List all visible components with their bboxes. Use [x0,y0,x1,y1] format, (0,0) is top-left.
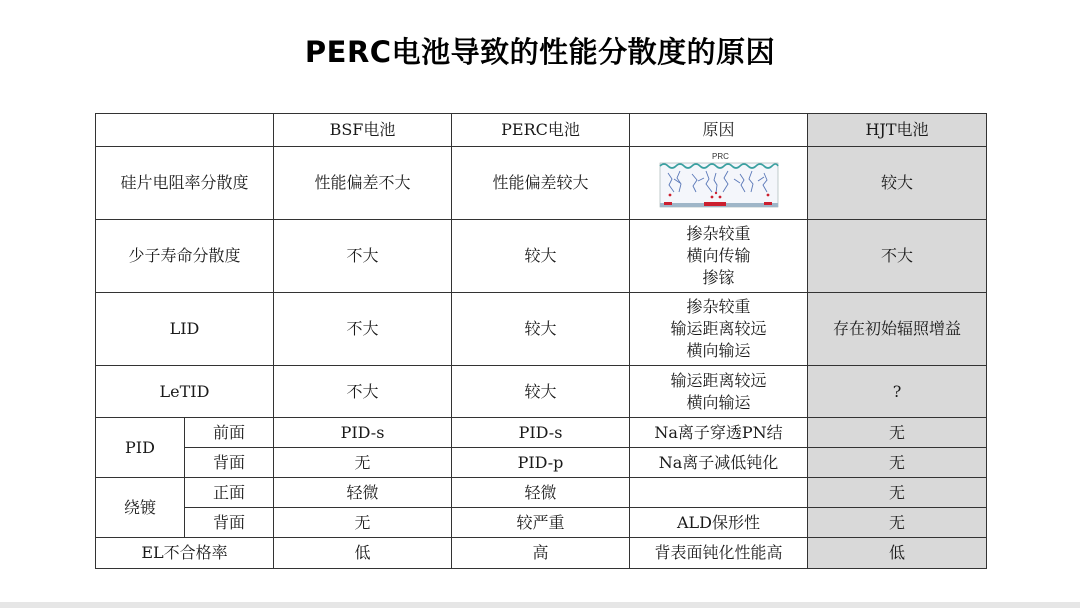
table-row [96,147,987,220]
reason-cell [630,147,808,220]
hjt-cell: 无 [808,418,987,448]
reason-cell: Na离子穿透PN结 [630,418,808,448]
reason-cell: ALD保形性 [630,508,808,538]
header-perc: PERC电池 [452,114,630,147]
hjt-cell: 无 [808,448,987,478]
row-label: EL不合格率 [96,538,274,569]
page-title: PERC电池导致的性能分散度的原因 [304,35,776,69]
hjt-cell: 无 [808,478,987,508]
hjt-cell: 无 [808,508,987,538]
bsf-cell: 性能偏差不大 [274,147,452,220]
bsf-cell: 低 [274,538,452,569]
hjt-cell: ? [808,366,987,418]
table-row [96,366,987,418]
reason-line: 掺镓 [702,268,735,287]
perc-cell: PID-p [452,448,630,478]
header-hjt: HJT电池 [808,114,987,147]
bsf-cell: 不大 [274,366,452,418]
reason-cell [630,220,808,293]
row-label: LeTID [96,366,274,418]
row-label: LID [96,293,274,366]
diagram-label: PRC [711,152,729,161]
bsf-cell: 不大 [274,220,452,293]
hjt-cell: 低 [808,538,987,569]
table-row [96,478,987,508]
slide-bottom-bar [0,602,1080,608]
table-row [96,293,987,366]
sub-label: 背面 [185,508,274,538]
bsf-cell: 轻微 [274,478,452,508]
reason-cell [630,366,808,418]
comparison-table [95,113,987,569]
table-row [96,220,987,293]
bsf-cell: PID-s [274,418,452,448]
hjt-cell: 较大 [808,147,987,220]
table-row [96,418,987,448]
reason-line: 输运距离较远 [670,370,767,390]
reason-cell [630,293,808,366]
group-label-wrap: 绕镀 [96,478,185,538]
reason-line: 掺杂较重 [686,297,751,316]
table-row [96,508,987,538]
sub-label: 背面 [185,448,274,478]
perc-cell: 较大 [452,366,630,418]
reason-line: 横向传输 [686,246,751,265]
bsf-cell: 不大 [274,293,452,366]
perc-cell: 性能偏差较大 [452,147,630,220]
bsf-cell: 无 [274,448,452,478]
hjt-cell: 存在初始辐照增益 [808,293,987,366]
reason-cell: Na离子减低钝化 [630,448,808,478]
row-label: 少子寿命分散度 [96,220,274,293]
perc-cell: 轻微 [452,478,630,508]
sub-label: 正面 [185,478,274,508]
header-bsf: BSF电池 [274,114,452,147]
perc-cell: 较大 [452,293,630,366]
reason-line: 输运距离较远 [670,319,767,338]
table-header-row [96,114,987,147]
header-cell-empty [96,114,274,147]
table-row [96,448,987,478]
perc-cell: 较大 [452,220,630,293]
reason-cell [630,478,808,508]
header-reason: 原因 [630,114,808,147]
perc-cell-diagram [654,149,784,217]
reason-line: 横向输运 [686,392,751,412]
table-row [96,538,987,569]
group-label-pid: PID [96,418,185,478]
reason-cell: 背表面钝化性能高 [630,538,808,569]
sub-label: 前面 [185,418,274,448]
perc-cell: 高 [452,538,630,569]
hjt-cell: 不大 [808,220,987,293]
reason-line: 掺杂较重 [686,224,751,243]
row-label: 硅片电阻率分散度 [96,147,274,220]
bsf-cell: 无 [274,508,452,538]
perc-cell: PID-s [452,418,630,448]
reason-line: 横向输运 [686,341,751,360]
perc-cell: 较严重 [452,508,630,538]
